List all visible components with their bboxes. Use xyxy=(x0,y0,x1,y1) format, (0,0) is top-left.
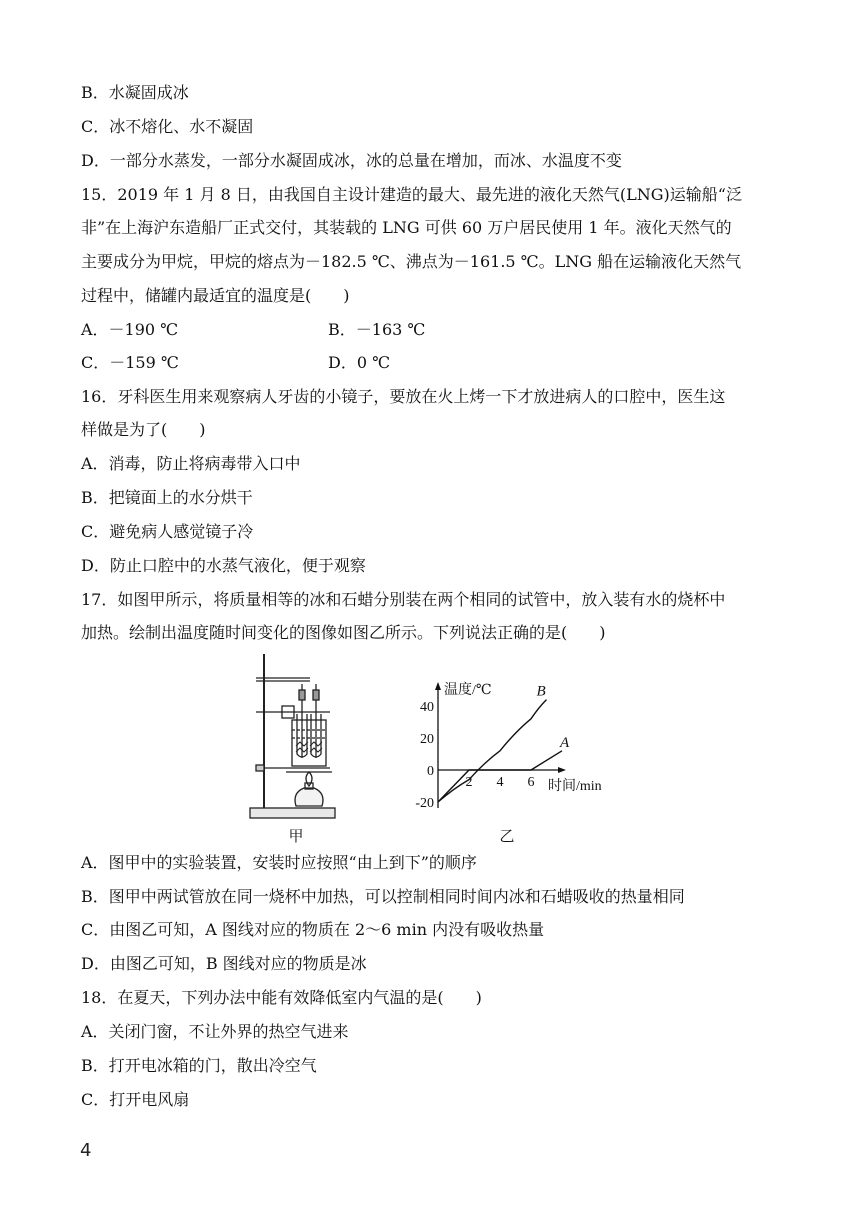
y-tick-label: 0 xyxy=(427,764,434,779)
x-tick-label: 4 xyxy=(496,775,504,790)
q14-option-c: C．冰不熔化、水不凝固 xyxy=(81,117,254,136)
q15-stem-line: 主要成分为甲烷，甲烷的熔点为－182.5 ℃、沸点为－161.5 ℃。LNG 船在运输液化天然气 xyxy=(81,252,742,271)
y-tick-label: 20 xyxy=(420,732,434,747)
figure-caption-right: 乙 xyxy=(499,829,515,845)
q17-stem-line: 17．如图甲所示，将质量相等的冰和石蜡分别装在两个相同的试管中，放入装有水的烧杯中 xyxy=(81,590,726,609)
y-axis-arrow xyxy=(435,682,441,690)
q15-option-a: A．－190 ℃ xyxy=(81,320,179,339)
q16-stem-line: 样做是为了( ) xyxy=(81,420,206,439)
q18-option-b: B．打开电冰箱的门，散出冷空气 xyxy=(81,1056,317,1075)
q15-option-d: D．0 ℃ xyxy=(328,353,390,372)
x-axis-label: 时间/min xyxy=(548,779,602,794)
q15-option-c: C．－159 ℃ xyxy=(81,353,179,372)
q17-option-d: D．由图乙可知，B 图线对应的物质是冰 xyxy=(81,954,367,973)
q14-option-d: D．一部分水蒸发，一部分水凝固成冰，冰的总量在增加，而冰、水温度不变 xyxy=(81,151,622,170)
figure-caption-left: 甲 xyxy=(288,829,304,845)
q15-stem-line: 15．2019 年 1 月 8 日，由我国自主设计建造的最大、最先进的液化天然气(LNG)运输船“泛 xyxy=(81,185,742,204)
q18-stem-line: 18．在夏天，下列办法中能有效降低室内气温的是( ) xyxy=(81,988,482,1007)
q15-stem-line: 非”在上海沪东造船厂正式交付，其装载的 LNG 可供 60 万户居民使用 1 年。液化天然气的 xyxy=(81,218,732,237)
y-tick-label: -20 xyxy=(415,796,434,811)
q15-option-b: B．－163 ℃ xyxy=(328,320,426,339)
q17-figure xyxy=(0,648,860,848)
x-tick-label: 6 xyxy=(527,775,535,790)
temperature-time-graph xyxy=(415,681,601,811)
page-number: 4 xyxy=(80,1140,92,1161)
x-tick-label: 2 xyxy=(465,775,473,790)
q17-option-a: A．图甲中的实验装置，安装时应按照“由上到下”的顺序 xyxy=(81,853,477,872)
q16-option-d: D．防止口腔中的水蒸气液化，便于观察 xyxy=(81,556,366,575)
q14-option-b: B．水凝固成冰 xyxy=(81,83,189,102)
q16-option-a: A．消毒，防止将病毒带入口中 xyxy=(81,454,301,473)
q17-stem-line: 加热。绘制出温度随时间变化的图像如图乙所示。下列说法正确的是( ) xyxy=(81,623,606,642)
q16-option-c: C．避免病人感觉镜子冷 xyxy=(81,522,254,541)
q18-option-c: C．打开电风扇 xyxy=(81,1090,190,1109)
lab-apparatus-illustration xyxy=(250,654,335,818)
x-axis-arrow xyxy=(558,767,566,773)
q16-option-b: B．把镜面上的水分烘干 xyxy=(81,488,253,507)
q17-option-c: C．由图乙可知，A 图线对应的物质在 2～6 min 内没有吸收热量 xyxy=(81,920,545,939)
q17-option-b: B．图甲中两试管放在同一烧杯中加热，可以控制相同时间内冰和石蜡吸收的热量相同 xyxy=(81,887,685,906)
series-label-A: A xyxy=(560,734,570,751)
q18-option-a: A．关闭门窗，不让外界的热空气进来 xyxy=(81,1022,349,1041)
y-tick-label: 40 xyxy=(420,700,434,715)
q15-stem-line: 过程中，储罐内最适宜的温度是( ) xyxy=(81,286,350,305)
y-axis-label: 温度/℃ xyxy=(444,683,492,698)
series-label-B: B xyxy=(536,683,546,700)
q16-stem-line: 16．牙科医生用来观察病人牙齿的小镜子，要放在火上烤一下才放进病人的口腔中，医生这 xyxy=(81,387,726,406)
